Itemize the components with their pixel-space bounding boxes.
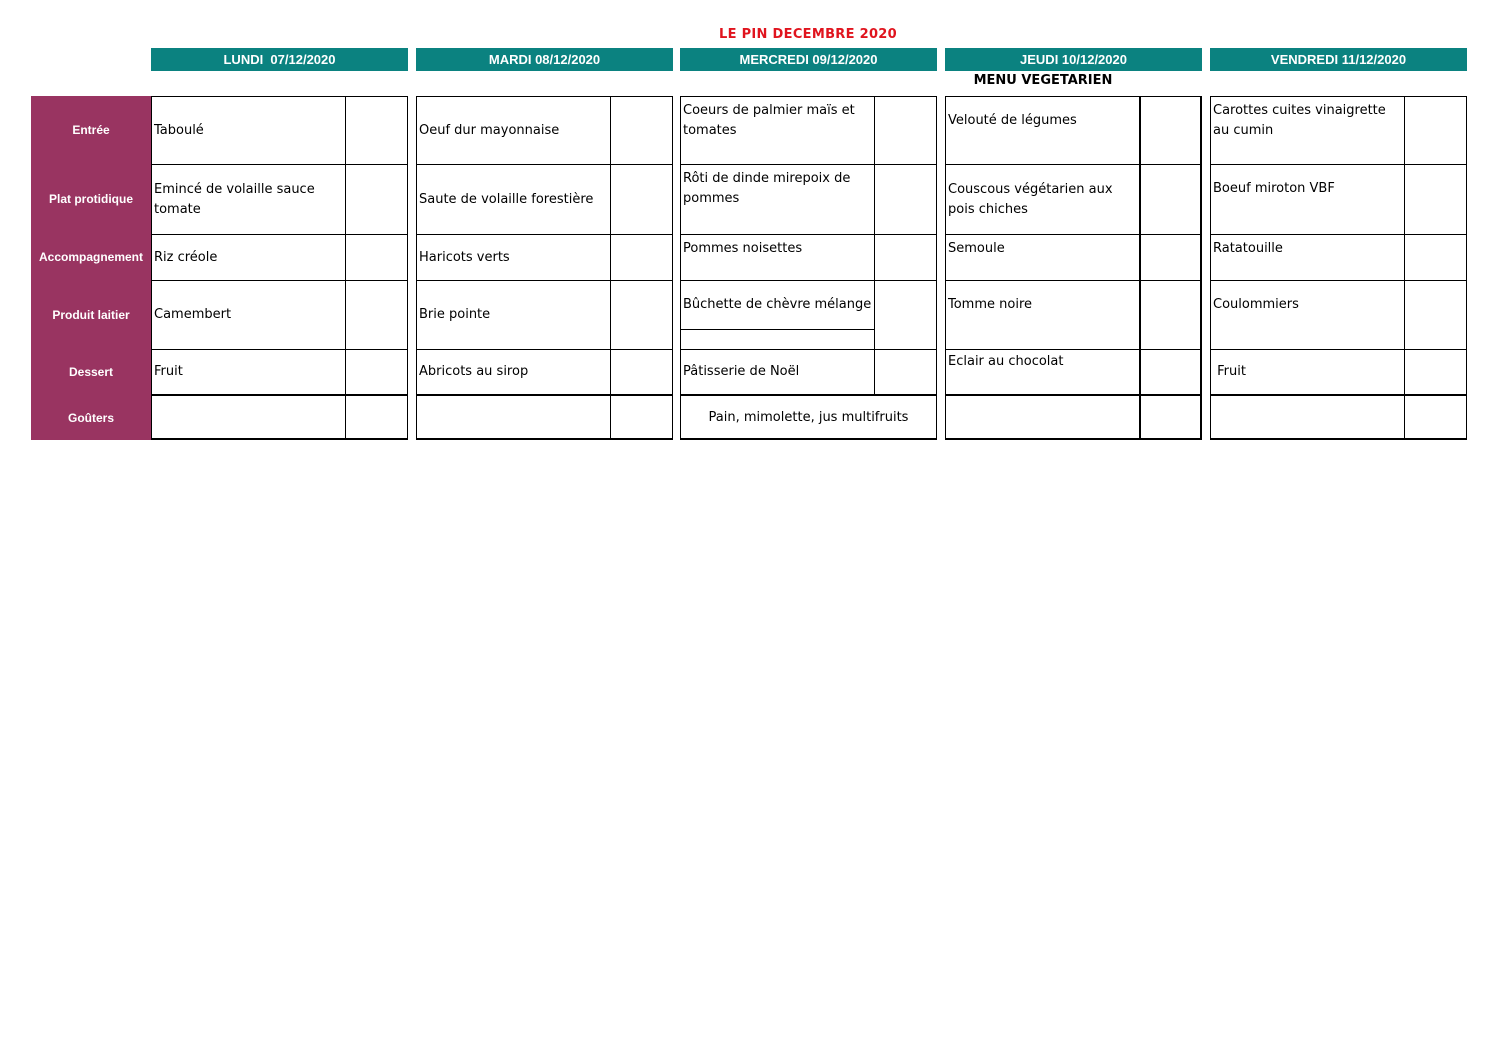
side-cell — [610, 165, 672, 235]
side-cell — [1404, 396, 1466, 439]
side-cell — [1404, 165, 1466, 235]
side-cell — [610, 235, 672, 281]
side-cell — [345, 396, 407, 439]
row-labels-column — [31, 96, 151, 440]
day-header-vendredi: VENDREDI 11/12/2020 — [1210, 48, 1467, 71]
day-header-lundi: LUNDI 07/12/2020 — [151, 48, 408, 71]
menu-cell: Oeuf dur mayonnaise — [417, 97, 610, 165]
menu-cell: Brie pointe — [417, 281, 610, 350]
row-divider — [681, 330, 874, 350]
row-label-produit-laitier: Produit laitier — [52, 307, 130, 322]
side-cell — [345, 165, 407, 235]
day-grid-jeudi — [945, 96, 1202, 440]
menu-cell: Emincé de volaille sauce tomate — [152, 165, 345, 235]
side-cell — [1139, 165, 1201, 235]
menu-cell: Tomme noire — [946, 281, 1139, 350]
menu-cell: Abricots au sirop — [417, 350, 610, 396]
side-cell — [1404, 281, 1466, 350]
menu-cell — [946, 396, 1139, 439]
menu-cell: Fruit — [152, 350, 345, 396]
side-cell — [874, 235, 936, 281]
menu-cell: Fruit — [1211, 350, 1404, 396]
side-cell — [1139, 396, 1201, 439]
row-label-gouters: Goûters — [67, 410, 114, 425]
menu-cell — [417, 396, 610, 439]
menu-cell: Semoule — [946, 235, 1139, 281]
menu-cell — [1211, 396, 1404, 439]
side-cell — [610, 97, 672, 165]
menu-cell: Haricots verts — [417, 235, 610, 281]
side-cell — [874, 281, 936, 350]
menu-cell: Ratatouille — [1211, 235, 1404, 281]
menu-cell: Pâtisserie de Noël — [681, 350, 874, 396]
menu-cell: Coulommiers — [1211, 281, 1404, 350]
side-cell — [874, 350, 936, 396]
side-cell — [1139, 235, 1201, 281]
row-label-dessert: Dessert — [68, 365, 114, 379]
menu-cell: Velouté de légumes — [946, 97, 1139, 165]
vegetarian-menu-note: MENU VEGETARIEN — [973, 73, 1113, 88]
row-label-accompagnement: Accompagnement — [38, 250, 144, 264]
side-cell — [610, 281, 672, 350]
side-cell — [610, 350, 672, 396]
day-header-jeudi: JEUDI 10/12/2020 — [945, 48, 1202, 71]
side-cell — [874, 97, 936, 165]
day-grid-vendredi — [1210, 96, 1467, 440]
menu-cell: Couscous végétarien aux pois chiches — [946, 165, 1139, 235]
menu-cell: Coeurs de palmier maïs et tomates — [681, 97, 874, 165]
row-label-entree: Entrée — [72, 123, 110, 137]
menu-cell: Eclair au chocolat — [946, 350, 1139, 396]
side-cell — [1139, 281, 1201, 350]
side-cell — [1404, 235, 1466, 281]
menu-cell: Camembert — [152, 281, 345, 350]
menu-cell: Saute de volaille forestière — [417, 165, 610, 235]
day-grid-mercredi — [680, 96, 937, 440]
side-cell — [1139, 350, 1201, 396]
day-grid-mardi — [416, 96, 673, 440]
side-cell — [345, 97, 407, 165]
side-cell — [1139, 97, 1201, 165]
day-grid-lundi — [151, 96, 408, 440]
menu-cell — [152, 396, 345, 439]
menu-cell: Boeuf miroton VBF — [1211, 165, 1404, 235]
day-header-mardi: MARDI 08/12/2020 — [416, 48, 673, 71]
side-cell — [1404, 350, 1466, 396]
menu-cell: Taboulé — [152, 97, 345, 165]
menu-cell: Carottes cuites vinaigrette au cumin — [1211, 97, 1404, 165]
day-header-mercredi: MERCREDI 09/12/2020 — [680, 48, 937, 71]
menu-cell: Pommes noisettes — [681, 235, 874, 281]
side-cell — [345, 235, 407, 281]
side-cell — [610, 396, 672, 439]
side-cell — [345, 281, 407, 350]
menu-cell: Rôti de dinde mirepoix de pommes — [681, 165, 874, 235]
side-cell — [345, 350, 407, 396]
menu-cell: Bûchette de chèvre mélange — [681, 281, 874, 330]
row-label-plat: Plat protidique — [49, 192, 133, 206]
page-title: LE PIN DECEMBRE 2020 — [719, 27, 897, 42]
side-cell — [874, 165, 936, 235]
gouter-cell-wide: Pain, mimolette, jus multifruits — [708, 409, 909, 425]
menu-cell: Riz créole — [152, 235, 345, 281]
side-cell — [1404, 97, 1466, 165]
